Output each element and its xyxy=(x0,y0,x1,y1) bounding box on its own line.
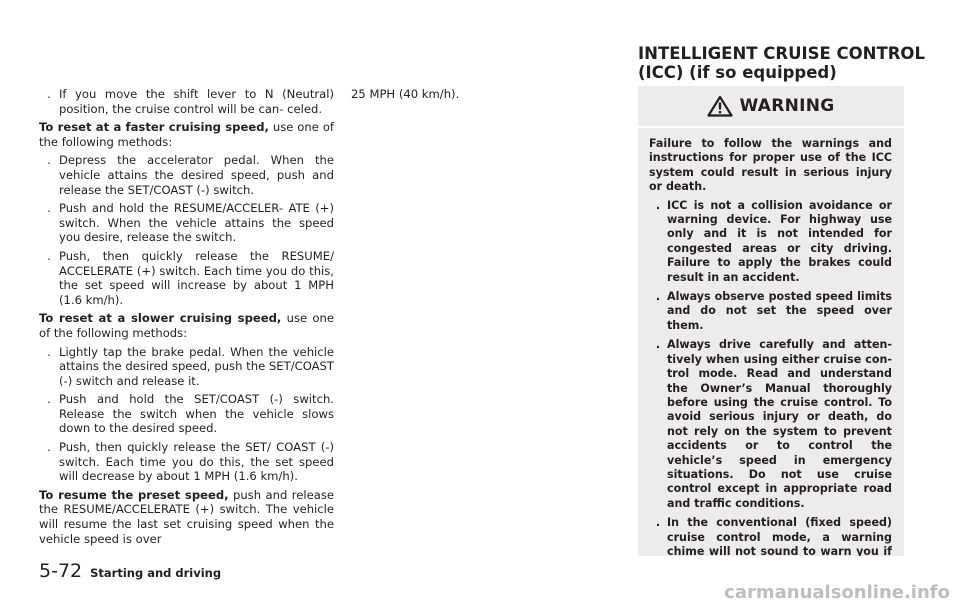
bullet-item xyxy=(39,201,334,245)
bullet-item xyxy=(39,345,334,389)
bullet-marker: . xyxy=(47,153,51,168)
bullet-marker: . xyxy=(47,201,51,216)
warning-item-text: In the conventional (fixed speed) cruise control mode, a warning chime will not sound to warn you if xyxy=(667,516,892,556)
faster-reset-text: use one of the following methods: xyxy=(39,120,334,149)
left-column xyxy=(39,87,334,550)
warning-intro: Failure to follow the warnings and instructions for proper use of the ICC system could result in serious injury or death. xyxy=(649,137,892,194)
slower-reset-text: use one of the following methods: xyxy=(39,311,335,340)
bullet-marker: . xyxy=(47,344,51,359)
bullet-item xyxy=(39,87,334,116)
slower-reset-heading: To reset at a slower cruising speed, xyxy=(39,311,282,326)
bullet-item xyxy=(39,249,334,307)
warning-item xyxy=(649,338,892,511)
bullet-marker: . xyxy=(47,440,51,455)
bullet-marker: . xyxy=(47,392,51,407)
bullet-text: Push and hold the RESUME/ACCELER- ATE (+) switch. When the vehicle attains the speed you desire, release the switch. xyxy=(59,201,334,245)
continuation-text: 25 MPH (40 km/h). xyxy=(351,87,460,101)
warning-item-text: ICC is not a collision avoidance or warning device. For highway use only and it is not intended for congested areas or city driving. Failure to apply the brakes could result in an accident. xyxy=(667,198,892,284)
watermark: carmanualsonline.info xyxy=(724,582,950,603)
faster-reset-heading: To reset at a faster cruising speed, xyxy=(39,120,269,135)
section-title-line2: (ICC) (if so equipped) xyxy=(638,63,837,82)
warning-item xyxy=(649,199,892,285)
bullet-text: Lightly tap the brake pedal. When the vehicle attains the desired speed, push the SET/COAST (-) switch and release it. xyxy=(59,344,334,388)
warning-header xyxy=(638,86,904,128)
resume-paragraph xyxy=(39,488,334,546)
bullet-marker: . xyxy=(655,198,661,212)
resume-heading: To resume the preset speed, xyxy=(39,487,229,502)
warning-item-text: Always drive carefully and atten- tively when using either cruise con- trol mode. Read and understand the Owner’s Manual thoroughly before using the cruise control. To avoid serious injury or death, do not rely on the system to prevent accidents or to control the vehicle’s speed in emergency situations. Do not use cruise control except in appropriate road and traffic conditions. xyxy=(667,338,892,510)
warning-triangle-icon xyxy=(707,95,733,117)
faster-reset-paragraph xyxy=(39,120,334,149)
warning-body xyxy=(638,128,904,556)
bullet-text: If you move the shift lever to N (Neutral) position, the cruise control will be can- celed. xyxy=(59,87,334,116)
bullet-marker: . xyxy=(655,516,661,530)
bullet-marker: . xyxy=(655,290,661,304)
middle-column xyxy=(351,87,491,106)
bullet-marker: . xyxy=(47,248,51,263)
bullet-text: Push and hold the SET/COAST (-) switch. Release the switch when the vehicle slows down to the desired speed. xyxy=(59,392,334,436)
warning-title: WARNING xyxy=(739,96,835,116)
bullet-text: Depress the accelerator pedal. When the vehicle attains the desired speed, push and release the SET/COAST (-) switch. xyxy=(59,153,334,197)
bullet-marker: . xyxy=(47,87,51,101)
bullet-item xyxy=(39,440,334,484)
bullet-text: Push, then quickly release the SET/ COAST (-) switch. Each time you do this, the set speed will decrease by about 1 MPH (1.6 km/h). xyxy=(59,440,334,484)
warning-item-text: Always observe posted speed limits and do not set the speed over them. xyxy=(667,290,892,332)
slower-reset-paragraph xyxy=(39,311,334,340)
warning-item xyxy=(649,516,892,556)
page-number: 5-72 xyxy=(39,560,83,582)
bullet-item xyxy=(39,392,334,436)
bullet-item xyxy=(39,153,334,197)
footer-section-label: Starting and driving xyxy=(90,566,222,580)
page-footer xyxy=(39,560,221,582)
warning-item xyxy=(649,290,892,333)
bullet-marker: . xyxy=(655,338,661,352)
warning-box xyxy=(638,86,904,556)
section-title-line1: INTELLIGENT CRUISE CONTROL xyxy=(638,44,925,63)
bullet-text: Push, then quickly release the RESUME/ ACCELERATE (+) switch. Each time you do this, the set speed will increase by about 1 MPH (1.6 km/h). xyxy=(59,248,334,307)
section-title xyxy=(638,44,938,82)
resume-text: push and release the RESUME/ACCELERATE (+) switch. The vehicle will resume the last set cruising speed when the vehicle speed is over xyxy=(39,487,334,546)
